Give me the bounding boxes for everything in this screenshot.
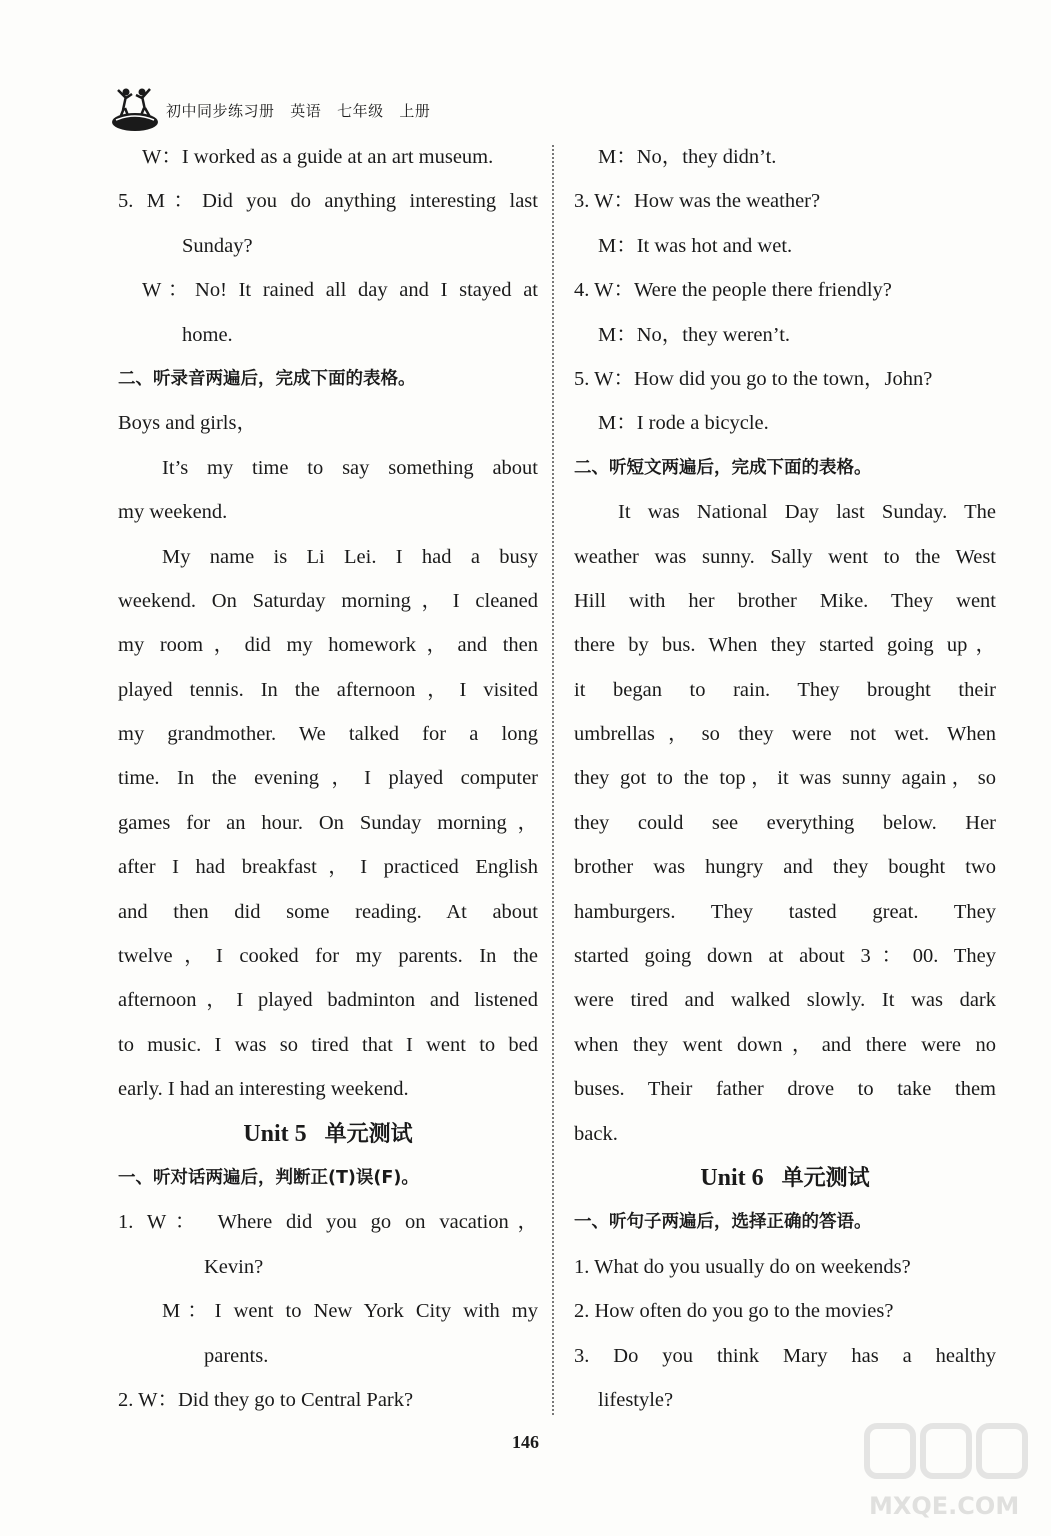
text-line: started going down at about 3：00. They (574, 945, 996, 968)
text-line: M：No，they didn’t. (598, 146, 777, 168)
column-divider (552, 145, 554, 1415)
text-line: weather was sunny. Sally went to the West (574, 545, 996, 568)
text-line: played tennis. In the afternoon，I visited (118, 678, 538, 701)
text-line: my room，did my homework，and then (118, 634, 538, 657)
text-line: M：No，they weren’t. (598, 323, 791, 346)
text-line: after I had breakfast，I practiced English (118, 856, 538, 879)
unit-subtitle: 单元测试 (781, 1165, 870, 1191)
text-line: parents. (204, 1344, 269, 1367)
text-line: 5. W：How did you go to the town，John? (574, 367, 933, 390)
text-line: buses. Their father drove to take them (574, 1078, 996, 1101)
book-title: 初中同步练习册 英语 七年级 上册 (166, 102, 431, 120)
text-line: W：No! It rained all day and I stayed at (142, 279, 538, 302)
text-line: my grandmother. We talked for a long (118, 723, 538, 746)
text-line: 2. How often do you go to the movies? (574, 1300, 894, 1323)
text-line: my weekend. (118, 501, 228, 524)
text-line: there by bus. When they started going up， (574, 634, 996, 657)
text-line: lifestyle? (598, 1388, 674, 1411)
text-line: home. (182, 323, 233, 346)
text-line: 3. W：How was the weather? (574, 190, 821, 213)
text-line: time. In the evening，I played computer (118, 767, 538, 790)
section-heading: 一、听对话两遍后，判断正(T)误(F)。 (118, 1167, 419, 1188)
text-line: were tired and walked slowly. It was dark (574, 989, 996, 1012)
text-line: It’s my time to say something about (162, 456, 538, 479)
text-line: Hill with her brother Mike. They went (574, 589, 996, 612)
text-line: when they went down，and there were no (574, 1033, 996, 1056)
text-line: Kevin? (204, 1255, 264, 1278)
text-line: M：I rode a bicycle. (598, 412, 769, 435)
unit-label: Unit 5 (243, 1120, 307, 1147)
text-line: Boys and girls， (118, 412, 257, 435)
text-line: It was National Day last Sunday. The (618, 501, 996, 524)
section-heading: 一、听句子两遍后，选择正确的答语。 (574, 1212, 872, 1233)
text-line: they got to the top，it was sunny again，so (574, 767, 996, 790)
text-line: M：It was hot and wet. (598, 234, 793, 257)
text-line: and then did some reading. At about (118, 900, 538, 923)
page-header (110, 84, 590, 134)
section-heading: 二、听短文两遍后，完成下面的表格。 (574, 457, 872, 478)
text-line: to music. I was so tired that I went to bed (118, 1033, 538, 1056)
text-line: Sunday? (182, 234, 253, 257)
text-line: weekend. On Saturday morning，I cleaned (118, 589, 538, 612)
text-line: 4. W：Were the people there friendly? (574, 279, 892, 302)
text-line: hamburgers. They tasted great. They (574, 900, 996, 923)
text-line: early. I had an interesting weekend. (118, 1078, 409, 1101)
text-line: 2. W：Did they go to Central Park? (118, 1388, 414, 1411)
text-line: they could see everything below. Her (574, 811, 996, 834)
dancers-logo-icon (110, 84, 160, 132)
left-column (118, 135, 538, 1422)
text-line: brother was hungry and they bought two (574, 856, 996, 879)
text-line: twelve，I cooked for my parents. In the (118, 945, 538, 968)
unit-6-heading (574, 1156, 996, 1200)
text-line: afternoon，I played badminton and listened (118, 989, 538, 1012)
unit-subtitle: 单元测试 (324, 1121, 413, 1147)
text-line: 1. What do you usually do on weekends? (574, 1255, 911, 1278)
text-line: W：I worked as a guide at an art museum. (142, 146, 494, 168)
text-line: it began to rain. They brought their (574, 678, 996, 701)
text-line: My name is Li Lei. I had a busy (162, 545, 538, 568)
text-line: games for an hour. On Sunday morning， (118, 811, 538, 834)
section-heading: 二、听录音两遍后，完成下面的表格。 (118, 368, 416, 389)
text-line: 3. Do you think Mary has a healthy (574, 1344, 996, 1367)
unit-5-heading (118, 1112, 538, 1156)
text-line: umbrellas，so they were not wet. When (574, 723, 996, 746)
text-line: 1. W： Where did you go on vacation， (118, 1211, 538, 1234)
watermark-text: MXQE.COM (869, 1492, 1020, 1520)
watermark-logo-icon (857, 1418, 1037, 1528)
text-line: back. (574, 1122, 618, 1145)
right-column (574, 135, 996, 1422)
text-line: M：I went to New York City with my (162, 1300, 538, 1323)
text-line: 5. M：Did you do anything interesting last (118, 190, 538, 213)
unit-label: Unit 6 (700, 1164, 764, 1191)
page-number: 146 (512, 1432, 539, 1452)
